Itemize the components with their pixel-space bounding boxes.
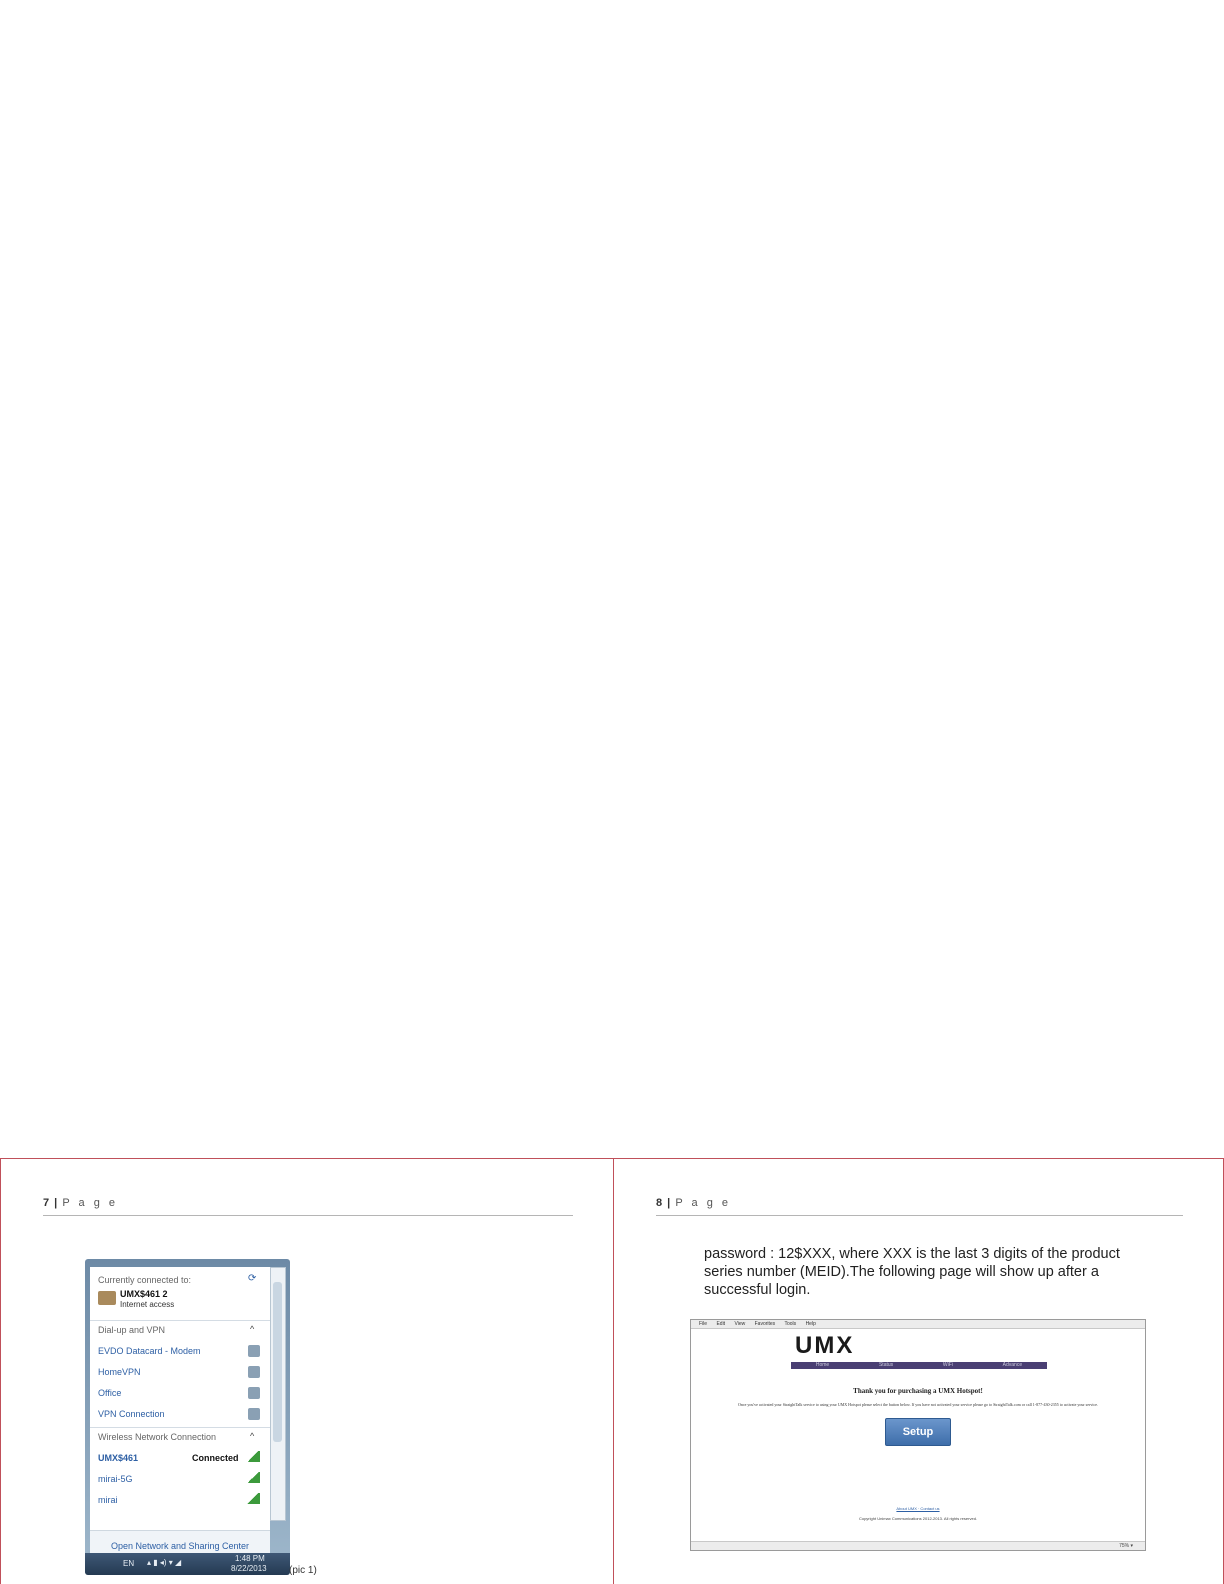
dialup-item[interactable]: Office <box>98 1388 122 1398</box>
tray-icons[interactable]: ▴ ▮ ◂) ▾ ◢ <box>147 1558 182 1567</box>
taskbar <box>85 1553 290 1575</box>
nav-wifi[interactable]: WiFi <box>942 1362 953 1368</box>
connection-status: Internet access <box>120 1300 175 1309</box>
nav-home[interactable]: Home <box>815 1362 830 1368</box>
figure-caption: (pic 1) <box>289 1565 317 1576</box>
nav-status[interactable]: Status <box>878 1362 894 1368</box>
wireless-section-header: Wireless Network Connection <box>98 1432 217 1442</box>
activation-description: Once you've activated your StraightTalk service to using your UMX Hotspot please select the button below. If you have not activated your service please go to StraightTalk.com or call 1-877-430-2355 to activate your service. <box>737 1402 1099 1407</box>
dialup-item[interactable]: EVDO Datacard - Modem <box>98 1346 201 1356</box>
copyright-text: Copyright Unimax Communications 2012-2013. All rights reserved. <box>858 1516 978 1521</box>
vpn-icon <box>248 1408 260 1420</box>
wifi-signal-icon <box>246 1493 260 1504</box>
network-flyout-screenshot <box>85 1259 290 1575</box>
wireless-item[interactable]: UMX$461 <box>98 1453 139 1463</box>
footer-links[interactable]: About UMX · Contact us <box>896 1506 940 1511</box>
page-label: P a g e <box>62 1197 118 1209</box>
refresh-icon[interactable]: ⟳ <box>248 1273 257 1284</box>
scrollbar-thumb[interactable] <box>273 1282 282 1442</box>
browser-statusbar: 75% ▾ <box>691 1541 1145 1550</box>
dialup-item[interactable]: VPN Connection <box>98 1409 165 1419</box>
menu-favorites[interactable]: Favorites <box>754 1321 776 1327</box>
menu-help[interactable]: Help <box>805 1321 816 1327</box>
thank-you-heading: Thank you for purchasing a UMX Hotspot! <box>853 1387 983 1395</box>
taskbar-date: 8/22/2013 <box>231 1564 267 1573</box>
flyout-panel <box>90 1267 270 1561</box>
site-nav <box>791 1362 1047 1369</box>
menu-file[interactable]: File <box>699 1321 708 1327</box>
network-bench-icon <box>98 1291 116 1305</box>
page-label: P a g e <box>675 1197 731 1209</box>
divider <box>90 1427 270 1428</box>
chevron-up-icon[interactable]: ^ <box>250 1324 255 1334</box>
page-header: 8 | P a g e <box>656 1197 1183 1216</box>
page-8 <box>614 1158 1224 1584</box>
page-header: 7 | P a g e <box>43 1197 573 1216</box>
wifi-signal-icon <box>246 1451 260 1462</box>
connected-status: Connected <box>192 1453 239 1463</box>
taskbar-time: 1:48 PM <box>235 1554 265 1563</box>
divider <box>90 1320 270 1321</box>
page-number: 7 <box>43 1197 51 1209</box>
vpn-icon <box>248 1366 260 1378</box>
modem-icon <box>248 1345 260 1357</box>
connection-name: UMX$461 2 <box>120 1289 168 1299</box>
page-number: 8 <box>656 1197 664 1209</box>
browser-screenshot <box>690 1319 1146 1551</box>
menu-tools[interactable]: Tools <box>784 1321 797 1327</box>
instruction-text: password : 12$XXX, where XXX is the last 3 digits of the product series number (MEID).The following page will show up after a successful login. <box>704 1246 1120 1298</box>
dialup-section-header: Dial-up and VPN <box>98 1325 166 1335</box>
menu-view[interactable]: View <box>734 1321 746 1327</box>
chevron-up-icon[interactable]: ^ <box>250 1431 255 1441</box>
flyout-scrollbar[interactable] <box>270 1267 286 1521</box>
browser-menubar <box>691 1320 1145 1329</box>
wireless-item[interactable]: mirai-5G <box>98 1474 133 1484</box>
umx-logo: UMX <box>795 1332 855 1359</box>
page-7 <box>0 1158 614 1584</box>
wireless-item[interactable]: mirai <box>98 1495 118 1505</box>
menu-edit[interactable]: Edit <box>716 1321 726 1327</box>
vpn-icon <box>248 1387 260 1399</box>
nav-advance[interactable]: Advance <box>1002 1362 1023 1368</box>
currently-connected-label: Currently connected to: <box>98 1275 192 1285</box>
setup-button[interactable]: Setup <box>885 1418 951 1446</box>
open-network-sharing-link[interactable]: Open Network and Sharing Center <box>90 1530 270 1561</box>
language-indicator[interactable]: EN <box>123 1559 135 1568</box>
zoom-level[interactable]: 75% <box>1119 1543 1130 1549</box>
wifi-signal-icon <box>246 1472 260 1483</box>
dialup-item[interactable]: HomeVPN <box>98 1367 141 1377</box>
